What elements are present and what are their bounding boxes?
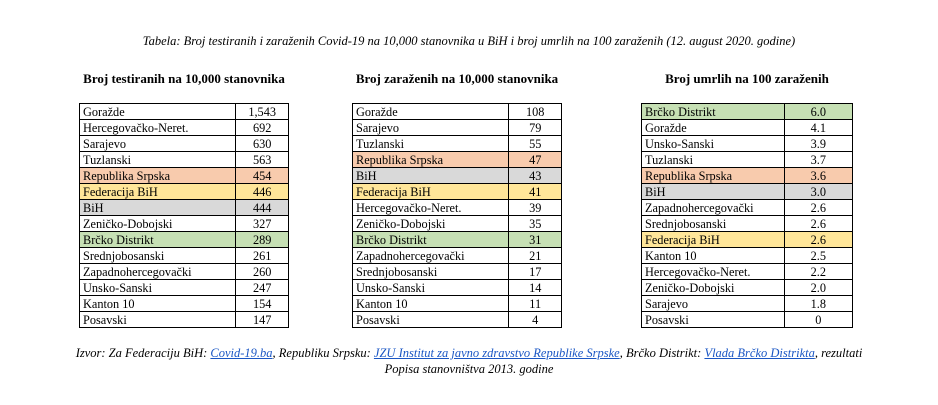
table-row — [80, 120, 289, 136]
table-row — [353, 104, 562, 120]
vlada-brcko-link[interactable]: Vlada Brčko Distrikta — [704, 346, 815, 360]
region-name-cell: Posavski — [353, 312, 509, 328]
table-row — [353, 264, 562, 280]
value-cell: 6.0 — [784, 104, 852, 120]
region-name-cell: Republika Srpska — [642, 168, 785, 184]
value-cell: 31 — [509, 232, 562, 248]
value-cell: 0 — [784, 312, 852, 328]
value-cell: 2.5 — [784, 248, 852, 264]
value-cell: 261 — [236, 248, 289, 264]
value-cell: 446 — [236, 184, 289, 200]
table-row — [80, 200, 289, 216]
value-cell: 1.8 — [784, 296, 852, 312]
value-cell: 327 — [236, 216, 289, 232]
region-name-cell: BiH — [353, 168, 509, 184]
region-name-cell: Srednjobosanski — [353, 264, 509, 280]
value-cell: 2.6 — [784, 200, 852, 216]
value-cell: 260 — [236, 264, 289, 280]
region-name-cell: BiH — [80, 200, 236, 216]
region-name-cell: Tuzlanski — [80, 152, 236, 168]
region-name-cell: Hercegovačko-Neret. — [80, 120, 236, 136]
region-name-cell: Federacija BiH — [80, 184, 236, 200]
value-cell: 4.1 — [784, 120, 852, 136]
value-cell: 11 — [509, 296, 562, 312]
region-name-cell: Sarajevo — [642, 296, 785, 312]
table-row — [353, 296, 562, 312]
table-row — [80, 152, 289, 168]
table-row — [642, 184, 853, 200]
table-row — [642, 136, 853, 152]
table-row — [642, 296, 853, 312]
table-row — [642, 104, 853, 120]
region-name-cell: Kanton 10 — [353, 296, 509, 312]
infected-table — [352, 103, 562, 328]
value-cell: 43 — [509, 168, 562, 184]
region-name-cell: Posavski — [642, 312, 785, 328]
region-name-cell: Unsko-Sanski — [353, 280, 509, 296]
table-row — [80, 232, 289, 248]
value-cell: 41 — [509, 184, 562, 200]
region-name-cell: Zapadnohercegovački — [642, 200, 785, 216]
table-row — [80, 264, 289, 280]
table-row — [353, 312, 562, 328]
table-row — [642, 312, 853, 328]
table-row — [642, 168, 853, 184]
region-name-cell: Federacija BiH — [642, 232, 785, 248]
covid19-ba-link[interactable]: Covid-19.ba — [210, 346, 273, 360]
table-row — [353, 152, 562, 168]
region-name-cell: Republika Srpska — [353, 152, 509, 168]
value-cell: 2.6 — [784, 216, 852, 232]
value-cell: 3.6 — [784, 168, 852, 184]
region-name-cell: Goražde — [642, 120, 785, 136]
value-cell: 2.6 — [784, 232, 852, 248]
region-name-cell: Federacija BiH — [353, 184, 509, 200]
table-row — [80, 312, 289, 328]
region-name-cell: BiH — [642, 184, 785, 200]
value-cell: 247 — [236, 280, 289, 296]
region-name-cell: Hercegovačko-Neret. — [642, 264, 785, 280]
table-row — [353, 184, 562, 200]
table-row — [353, 216, 562, 232]
jzu-institute-link[interactable]: JZU Institut za javno zdravstvo Republike Srpske — [373, 346, 620, 360]
table-row — [80, 280, 289, 296]
value-cell: 35 — [509, 216, 562, 232]
value-cell: 1,543 — [236, 104, 289, 120]
source-suffix: , rezultati — [814, 346, 863, 360]
region-name-cell: Republika Srpska — [80, 168, 236, 184]
table-row — [353, 168, 562, 184]
table-row — [80, 168, 289, 184]
infected-table-section — [352, 71, 562, 328]
table-row — [642, 216, 853, 232]
region-name-cell: Unsko-Sanski — [80, 280, 236, 296]
region-name-cell: Srednjobosanski — [80, 248, 236, 264]
table-row — [353, 200, 562, 216]
value-cell: 3.0 — [784, 184, 852, 200]
table-row — [642, 264, 853, 280]
value-cell: 3.9 — [784, 136, 852, 152]
region-name-cell: Tuzlanski — [642, 152, 785, 168]
region-name-cell: Posavski — [80, 312, 236, 328]
region-name-cell: Sarajevo — [80, 136, 236, 152]
value-cell: 47 — [509, 152, 562, 168]
tested-table-title: Broj testiranih na 10,000 stanovnika — [83, 71, 285, 86]
deaths-table-title: Broj umrlih na 100 zaraženih — [665, 71, 829, 86]
region-name-cell: Zapadnohercegovački — [353, 248, 509, 264]
infected-table-title: Broj zaraženih na 10,000 stanovnika — [355, 71, 559, 86]
region-name-cell: Goražde — [80, 104, 236, 120]
table-row — [80, 184, 289, 200]
value-cell: 630 — [236, 136, 289, 152]
value-cell: 39 — [509, 200, 562, 216]
tested-table-section — [79, 71, 289, 328]
region-name-cell: Brčko Distrikt — [353, 232, 509, 248]
value-cell: 2.0 — [784, 280, 852, 296]
region-name-cell: Unsko-Sanski — [642, 136, 785, 152]
table-row — [80, 248, 289, 264]
value-cell: 147 — [236, 312, 289, 328]
value-cell: 79 — [509, 120, 562, 136]
source-mid1: , Republiku Srpsku: — [272, 346, 374, 360]
table-row — [80, 216, 289, 232]
value-cell: 3.7 — [784, 152, 852, 168]
table-row — [642, 120, 853, 136]
deaths-table-section — [641, 71, 853, 328]
source-line2: Popisa stanovništva 2013. godine — [384, 362, 554, 376]
region-name-cell: Zeničko-Dobojski — [80, 216, 236, 232]
table-row — [353, 248, 562, 264]
region-name-cell: Sarajevo — [353, 120, 509, 136]
table-row — [353, 120, 562, 136]
region-name-cell: Kanton 10 — [80, 296, 236, 312]
table-row — [642, 280, 853, 296]
source-prefix: Izvor: Za Federaciju BiH: — [75, 346, 211, 360]
table-row — [80, 296, 289, 312]
region-name-cell: Brčko Distrikt — [80, 232, 236, 248]
value-cell: 4 — [509, 312, 562, 328]
region-name-cell: Tuzlanski — [353, 136, 509, 152]
region-name-cell: Hercegovačko-Neret. — [353, 200, 509, 216]
region-name-cell: Kanton 10 — [642, 248, 785, 264]
value-cell: 289 — [236, 232, 289, 248]
value-cell: 454 — [236, 168, 289, 184]
deaths-table — [641, 103, 853, 328]
region-name-cell: Zeničko-Dobojski — [642, 280, 785, 296]
source-mid2: , Brčko Distrikt: — [619, 346, 705, 360]
tested-table — [79, 103, 289, 328]
table-caption: Tabela: Broj testiranih i zaraženih Covid-19 na 10,000 stanovnika u BiH i broj umrlih na 100 zaraženih (12. august 2020. godine) — [142, 34, 796, 48]
value-cell: 21 — [509, 248, 562, 264]
table-row — [642, 232, 853, 248]
value-cell: 108 — [509, 104, 562, 120]
table-row — [353, 232, 562, 248]
table-row — [642, 152, 853, 168]
table-row — [353, 280, 562, 296]
table-row — [642, 248, 853, 264]
value-cell: 17 — [509, 264, 562, 280]
table-row — [642, 200, 853, 216]
table-row — [353, 136, 562, 152]
value-cell: 55 — [509, 136, 562, 152]
value-cell: 14 — [509, 280, 562, 296]
value-cell: 2.2 — [784, 264, 852, 280]
table-row — [80, 136, 289, 152]
region-name-cell: Srednjobosanski — [642, 216, 785, 232]
region-name-cell: Zapadnohercegovački — [80, 264, 236, 280]
region-name-cell: Zeničko-Dobojski — [353, 216, 509, 232]
region-name-cell: Goražde — [353, 104, 509, 120]
value-cell: 692 — [236, 120, 289, 136]
value-cell: 563 — [236, 152, 289, 168]
region-name-cell: Brčko Distrikt — [642, 104, 785, 120]
source-note — [0, 345, 938, 377]
value-cell: 154 — [236, 296, 289, 312]
table-row — [80, 104, 289, 120]
value-cell: 444 — [236, 200, 289, 216]
